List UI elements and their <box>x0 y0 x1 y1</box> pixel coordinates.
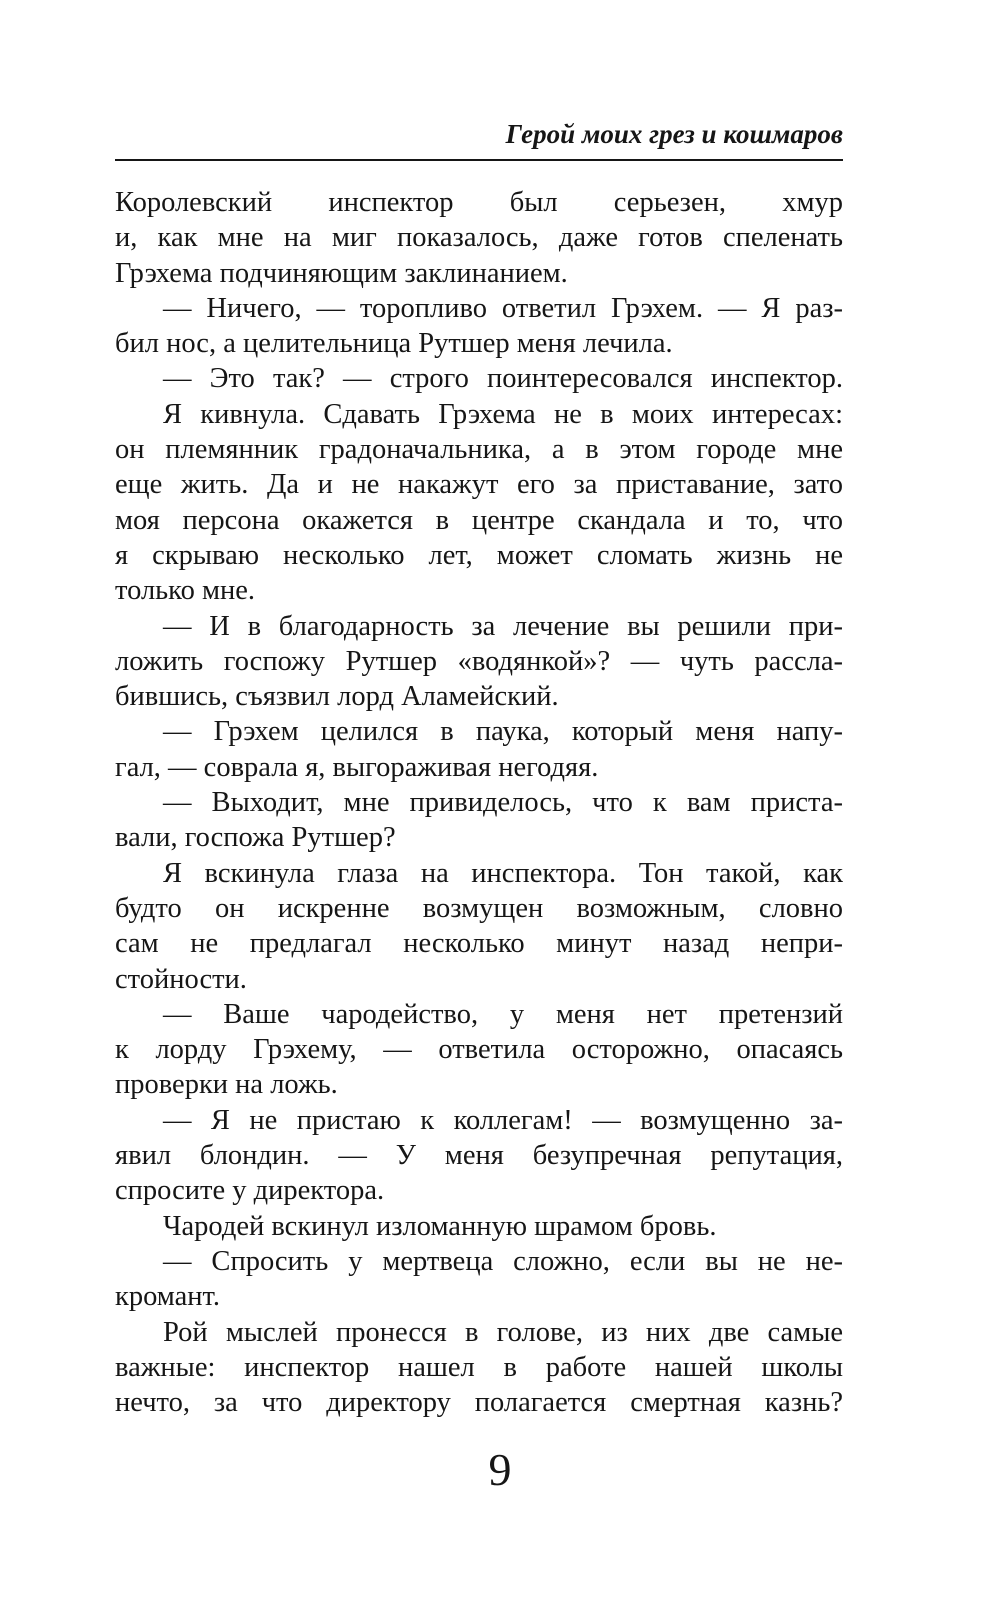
text-line: он племянник градоначальника, а в этом городе мне <box>115 434 843 466</box>
text-line: проверки на ложь. <box>115 1069 338 1101</box>
text-line: будто он искренне возмущен возможным, словно <box>115 892 843 924</box>
text-line: я скрываю несколько лет, может сломать жизнь не <box>115 539 843 571</box>
text-line: гал, — соврала я, выгораживая негодяя. <box>115 751 599 783</box>
text-line: — Спросить у мертвеца сложно, если вы не не- <box>163 1245 843 1277</box>
header-divider <box>115 159 843 161</box>
text-line: нечто, за что директору полагается смертная казнь? <box>115 1387 843 1419</box>
text-line: сам не предлагал несколько минут назад непри- <box>115 928 843 960</box>
text-line: — Это так? — строго поинтересовался инспектор. <box>163 363 843 395</box>
text-line: вали, госпожа Рутшер? <box>115 822 396 854</box>
text-line: явил блондин. — У меня безупречная репутация, <box>115 1140 843 1172</box>
text-line: Рой мыслей пронесся в голове, из них две самые <box>163 1316 843 1348</box>
text-line: и, как мне на миг показалось, даже готов спеленать <box>115 222 843 254</box>
text-line: Чародей вскинул изломанную шрамом бровь. <box>163 1210 717 1242</box>
text-line: стойности. <box>115 963 247 995</box>
text-line: ложить госпожу Рутшер «водянкой»? — чуть рассла- <box>115 645 843 677</box>
text-line: кромант. <box>115 1281 220 1313</box>
text-line: еще жить. Да и не накажут его за приставание, зато <box>115 469 843 501</box>
text-line: к лорду Грэхему, — ответила осторожно, опасаясь <box>115 1034 843 1066</box>
body-text <box>115 185 843 1420</box>
text-line: спросите у директора. <box>115 1175 385 1207</box>
text-line: бившись, съязвил лорд Аламейский. <box>115 681 559 713</box>
text-line: важные: инспектор нашел в работе нашей школы <box>115 1351 843 1383</box>
text-line: Я вскинула глаза на инспектора. Тон такой, как <box>163 857 843 889</box>
page-number: 9 <box>488 1444 512 1495</box>
text-line: — Грэхем целился в паука, который меня напу- <box>163 716 843 748</box>
text-line: — Я не пристаю к коллегам! — возмущенно за- <box>163 1104 843 1136</box>
text-line: — Ваше чародейство, у меня нет претензий <box>163 998 843 1030</box>
text-line: Королевский инспектор был серьезен, хмур <box>115 187 843 218</box>
text-line: — И в благодарность за лечение вы решили при- <box>163 610 843 642</box>
text-line: — Выходит, мне привиделось, что к вам приста- <box>163 787 843 819</box>
text-line: — Ничего, — торопливо ответил Грэхем. — Я раз- <box>163 292 843 324</box>
running-header-title: Герой моих грез и кошмаров <box>505 119 843 149</box>
text-line: Грэхема подчиняющим заклинанием. <box>115 257 568 289</box>
text-line: только мне. <box>115 575 256 607</box>
text-line: бил нос, а целительница Рутшер меня лечила. <box>115 328 673 360</box>
text-line: моя персона окажется в центре скандала и то, что <box>115 504 843 536</box>
text-line: Я кивнула. Сдавать Грэхема не в моих интересах: <box>163 398 843 430</box>
